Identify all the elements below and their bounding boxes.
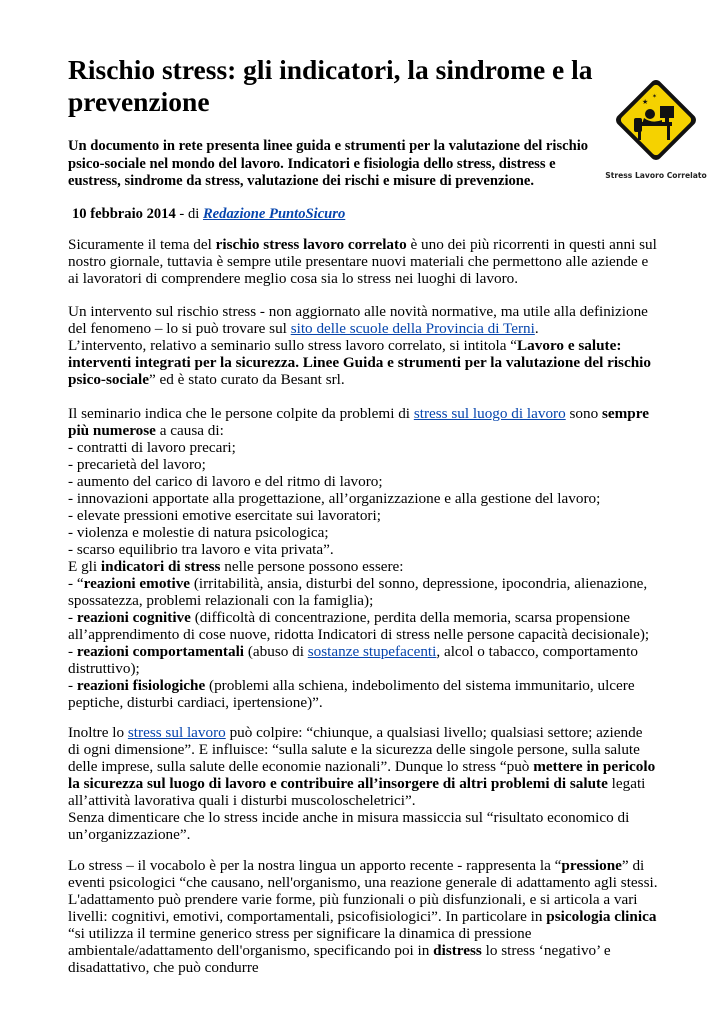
terni-schools-link[interactable]: sito delle scuole della Provincia di Terni bbox=[290, 320, 535, 337]
article-lead: Un documento in rete presenta linee guida e strumenti per la valutazione del rischio psico-sociale nel mondo del lavoro. Indicatori e fisiologia dello stress, distress e eustress, sindrome da stress, valutazione dei rischi e misure di prevenzione. bbox=[68, 138, 589, 189]
list-item: - contratti di lavoro precari; bbox=[68, 439, 236, 456]
paragraph-2: Un intervento sul rischio stress - non aggiornato alle novità normative, ma utile alla definizione del fenomeno – lo si può trovare sul sito delle scuole della Provincia di Terni. L’intervento, relativo a seminario sullo stress lavoro correlato, si intitola “Lavoro e salute: interventi integrati per la sicurezza. Linee Guida e strumenti per la valutazione del rischio psico-sociale” ed è stato curato da Besant srl. bbox=[68, 303, 651, 388]
stress-warning-logo bbox=[598, 74, 714, 190]
list-item: - precarietà del lavoro; bbox=[68, 456, 206, 473]
list-item: - elevate pressioni emotive esercitate sui lavoratori; bbox=[68, 507, 381, 524]
list-item: - innovazioni apportate alla progettazione, all’organizzazione e alla gestione del lavoro; bbox=[68, 490, 601, 507]
drugs-link[interactable]: sostanze stupefacenti bbox=[307, 643, 437, 660]
paragraph-4: Inoltre lo stress sul lavoro può colpire: “chiunque, a qualsiasi livello; qualsiasi settore; aziende di ogni dimensione”. E influisce: “sulla salute e la sicurezza delle singole persone, sulla salute delle imprese, sulla salute delle economie nazionali”. Dunque lo stress “può mettere in pericolo la sicurezza sul luogo di lavoro e contribuire all’insorgere di altri problemi di salute legati all’attività lavorativa quali i disturbi muscoloscheletrici”. Senza dimenticare che lo stress incide anche in misura massiccia sul “risultato economico di un’organizzazione”. bbox=[68, 724, 656, 843]
article-title: Rischio stress: gli indicatori, la sindrome e la prevenzione bbox=[68, 54, 593, 117]
list-item: - violenza e molestie di natura psicologica; bbox=[68, 524, 329, 541]
svg-text:★: ★ bbox=[642, 98, 649, 106]
list-item: - aumento del carico di lavoro e del ritmo di lavoro; bbox=[68, 473, 383, 490]
article-date: 10 febbraio 2014 bbox=[72, 206, 176, 222]
paragraph-3: Il seminario indica che le persone colpite da problemi di stress sul luogo di lavoro sono sempre più numerose a causa di: - contratti di lavoro precari; - precarietà del lavoro; - aumento del carico di lavoro e del ritmo di lavoro; - innovazioni apportate alla progettazione, all’organizzazione e alla gestione del lavoro; - elevate pressioni emotive esercitate sui lavoratori; - violenza e molestie di natura psicologica; - scarso equilibrio tra lavoro e vita privata”. E gli indicatori di stress nelle persone possono essere: - “reazioni emotive (irritabilità, ansia, disturbi del sonno, depressione, ipocondria, alienazione, spossatezza, problemi relazionali con la famiglia); - reazioni cognitive (difficoltà di concentrazione, perdita della memoria, scarsa propensione all’apprendimento di cose nuove, ridotta Indicatori di stress nelle persone capacità decisionale); - reazioni comportamentali (abuso di sostanze stupefacenti, alcol o tabacco, comportamento distruttivo); - reazioni fisiologiche (problemi alla schiena, indebolimento del sistema immunitario, ulcere peptiche, disturbi cardiaci, ipertensione)”. bbox=[68, 405, 650, 711]
stress-workplace-link[interactable]: stress sul luogo di lavoro bbox=[413, 405, 566, 422]
paragraph-1: Sicuramente il tema del rischio stress lavoro correlato è uno dei più ricorrenti in questi anni sul nostro giornale, tuttavia è sempre utile presentare nuovi materiali che permettono alle aziende e ai lavoratori di comprendere meglio cosa sia lo stress nei luoghi di lavoro. bbox=[68, 236, 657, 287]
author-link[interactable]: Redazione PuntoSicuro bbox=[202, 206, 346, 222]
stress-at-work-link[interactable]: stress sul lavoro bbox=[127, 724, 226, 741]
svg-text:✶: ✶ bbox=[652, 93, 658, 100]
list-item: - scarso equilibrio tra lavoro e vita privata”. bbox=[68, 541, 334, 558]
logo-caption: Stress Lavoro Correlato bbox=[605, 171, 707, 180]
byline: 10 febbraio 2014 - di Redazione PuntoSicuro bbox=[72, 206, 346, 222]
paragraph-5: Lo stress – il vocabolo è per la nostra lingua un apporto recente - rappresenta la “pressione” di eventi psicologici “che causano, nell'organismo, una reazione generale di adattamento agli stessi. L'adattamento può prendere varie forme, più funzionali o più disfunzionali, e si articola a vari livelli: cognitivi, emotivi, comportamentali, psicofisiologici”. In particolare in psicologia clinica “si utilizza il termine generico stress per significare la dinamica di pressione ambientale/adattamento dell'organismo, specificando poi in distress lo stress ‘negativo’ e disadattativo, che può condurre bbox=[68, 857, 658, 976]
